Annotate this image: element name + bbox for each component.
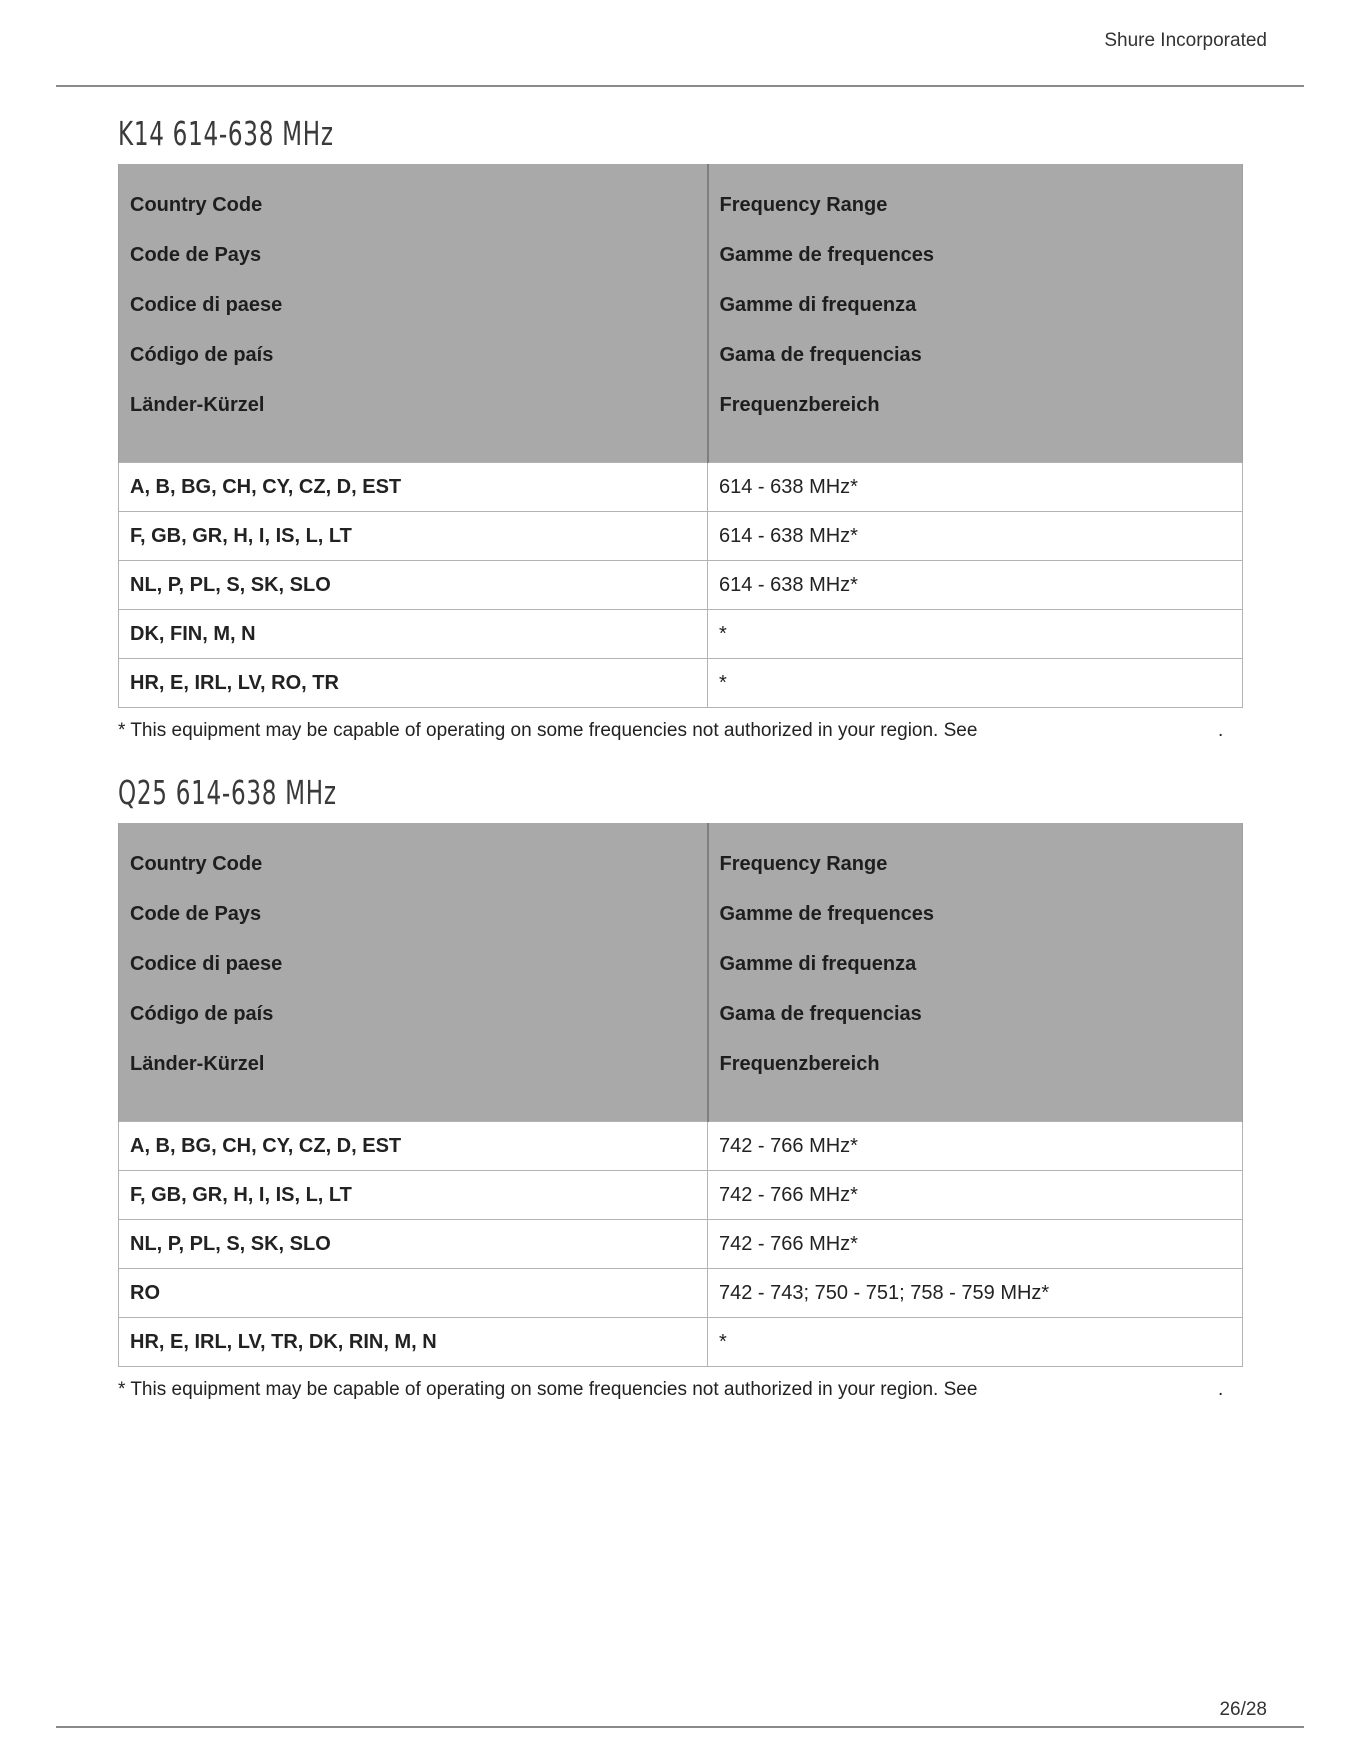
page-number: 26/28: [1219, 1699, 1267, 1720]
header-label: Codice di paese: [130, 294, 283, 316]
header-label: Frequenzbereich: [719, 1053, 880, 1075]
frequency-cell: 742 - 743; 750 - 751; 758 - 759 MHz*: [708, 1269, 1243, 1318]
table-row: [119, 1220, 1243, 1269]
frequency-table: [118, 164, 1243, 708]
header-label: Country Code: [130, 194, 263, 216]
frequency-range-header: [708, 164, 1243, 463]
frequency-table: [118, 823, 1243, 1367]
footnote-text: * This equipment may be capable of operating on some frequencies not authorized in your region. See: [118, 1379, 978, 1400]
footnote: [118, 720, 1242, 746]
table-row: [119, 1269, 1243, 1318]
table-row: [119, 1318, 1243, 1367]
frequency-cell: *: [708, 659, 1243, 708]
header-label: Código de país: [130, 1003, 274, 1025]
country-code-header: [119, 164, 708, 463]
header-label: Frequenzbereich: [719, 394, 880, 416]
country-codes-cell: RO: [119, 1269, 708, 1318]
country-codes-cell: HR, E, IRL, LV, RO, TR: [119, 659, 708, 708]
footnote-text: * This equipment may be capable of operating on some frequencies not authorized in your region. See: [118, 720, 978, 741]
country-codes-cell: HR, E, IRL, LV, TR, DK, RIN, M, N: [119, 1318, 708, 1367]
country-code-header: [119, 823, 708, 1122]
header-label: Gama de frequencias: [719, 1003, 922, 1025]
section-k14: [118, 114, 1242, 746]
header-label: Código de país: [130, 344, 274, 366]
section-title: Q25 614-638 MHz: [118, 773, 337, 812]
header-label: Country Code: [130, 853, 263, 875]
table-header-row: [119, 823, 1243, 1122]
header-label: Frequency Range: [719, 194, 888, 216]
table-row: [119, 1171, 1243, 1220]
header-label: Länder-Kürzel: [130, 1053, 265, 1075]
country-codes-cell: NL, P, PL, S, SK, SLO: [119, 561, 708, 610]
country-codes-cell: A, B, BG, CH, CY, CZ, D, EST: [119, 463, 708, 512]
footnote-end: .: [1218, 720, 1224, 741]
header-label: Gamme de frequences: [719, 244, 935, 266]
frequency-cell: *: [708, 610, 1243, 659]
country-codes-cell: F, GB, GR, H, I, IS, L, LT: [119, 512, 708, 561]
country-codes-cell: DK, FIN, M, N: [119, 610, 708, 659]
table-row: [119, 561, 1243, 610]
header-label: Gamme di frequenza: [719, 953, 917, 975]
header-label: Frequency Range: [719, 853, 888, 875]
header-company: Shure Incorporated: [1104, 30, 1267, 51]
table-header-row: [119, 164, 1243, 463]
frequency-range-header: [708, 823, 1243, 1122]
country-codes-cell: NL, P, PL, S, SK, SLO: [119, 1220, 708, 1269]
table-row: [119, 512, 1243, 561]
header-label: Gamme de frequences: [719, 903, 935, 925]
header-label: Länder-Kürzel: [130, 394, 265, 416]
table-row: [119, 610, 1243, 659]
footnote-end: .: [1218, 1379, 1224, 1400]
footer-rule: [56, 1726, 1304, 1728]
country-codes-cell: F, GB, GR, H, I, IS, L, LT: [119, 1171, 708, 1220]
frequency-cell: 614 - 638 MHz*: [708, 512, 1243, 561]
country-codes-cell: A, B, BG, CH, CY, CZ, D, EST: [119, 1122, 708, 1171]
frequency-cell: 614 - 638 MHz*: [708, 463, 1243, 512]
header-label: Gamme di frequenza: [719, 294, 917, 316]
header-label: Codice di paese: [130, 953, 283, 975]
header-label: Code de Pays: [130, 903, 262, 925]
table-row: [119, 659, 1243, 708]
frequency-cell: 742 - 766 MHz*: [708, 1220, 1243, 1269]
frequency-cell: *: [708, 1318, 1243, 1367]
header-label: Gama de frequencias: [719, 344, 922, 366]
table-row: [119, 1122, 1243, 1171]
footnote: [118, 1379, 1242, 1405]
section-q25: [118, 773, 1242, 1405]
section-title: K14 614-638 MHz: [118, 114, 334, 153]
table-row: [119, 463, 1243, 512]
header-label: Code de Pays: [130, 244, 262, 266]
frequency-cell: 742 - 766 MHz*: [708, 1122, 1243, 1171]
frequency-cell: 742 - 766 MHz*: [708, 1171, 1243, 1220]
frequency-cell: 614 - 638 MHz*: [708, 561, 1243, 610]
header-rule: [56, 85, 1304, 87]
